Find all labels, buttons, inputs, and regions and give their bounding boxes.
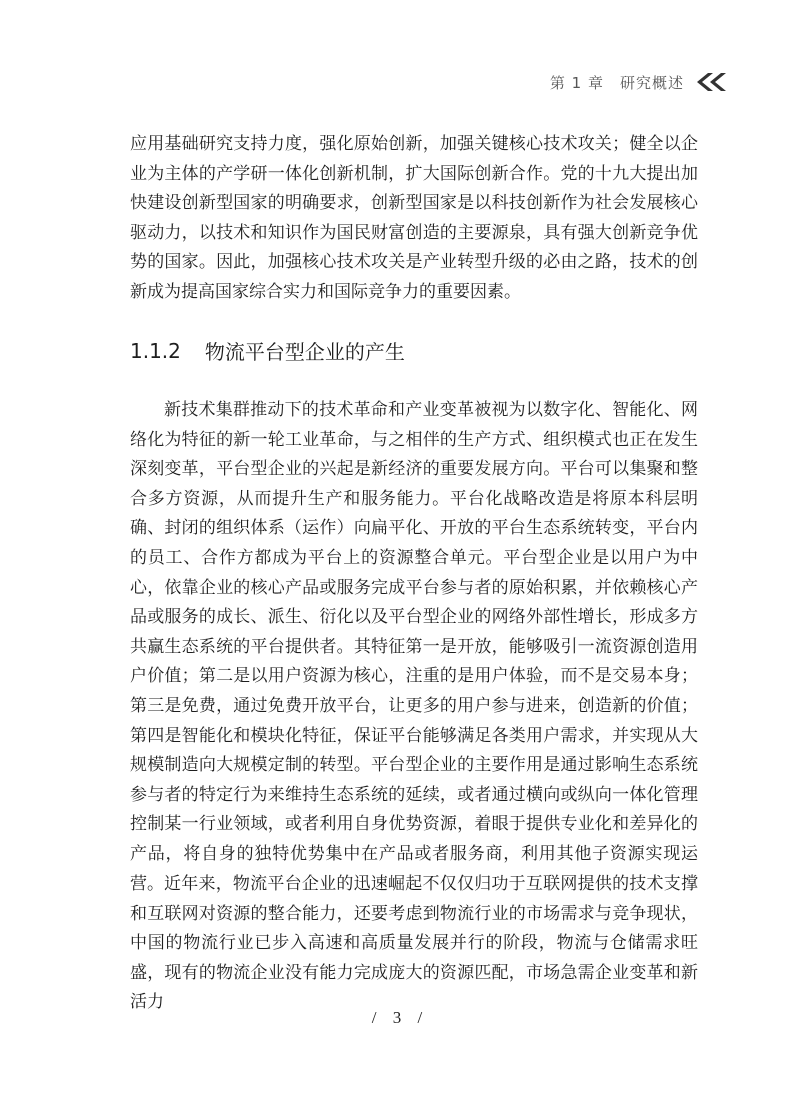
double-chevron-left-icon bbox=[694, 71, 728, 93]
body-paragraph: 应用基础研究支持力度，强化原始创新，加强关键核心技术攻关；健全以企业为主体的产学研一体化创新机制，扩大国际创新合作。党的十九大提出加快建设创新型国家的明确要求，创新型国家是以科技创新作为社会发展核心驱动力，以技术和知识作为国民财富创造的主要源泉，具有强大创新竞争优势的国家。因此，加强核心技术攻关是产业转型升级的必由之路，技术的创新成为提高国家综合实力和国际竞争力的重要因素。 bbox=[130, 134, 698, 302]
body-paragraph: 新技术集群推动下的技术革命和产业变革被视为以数字化、智能化、网络化为特征的新一轮工业革命，与之相伴的生产方式、组织模式也正在发生深刻变革，平台型企业的兴起是新经济的重要发展方向。平台可以集聚和整合多方资源，从而提升生产和服务能力。平台化战略改造是将原本科层明确、封闭的组织体系（运作）向扁平化、开放的平台生态系统转变，平台内的员工、合作方都成为平台上的资源整合单元。平台型企业是以用户为中心，依靠企业的核心产品或服务完成平台参与者的原始积累，并依赖核心产品或服务的成长、派生、衍化以及平台型企业的网络外部性增长，形成多方共赢生态系统的平台提供者。其特征第一是开放，能够吸引一流资源创造用户价值；第二是以用户资源为核心，注重的是用户体验，而不是交易本身；第三是免费，通过免费开放平台，让更多的用户参与进来，创造新的价值；第四是智能化和模块化特征，保证平台能够满足各类用户需求，并实现从大规模制造向大规模定制的转型。平台型企业的主要作用是通过影响生态系统参与者的特定行为来维持生态系统的延续，或者通过横向或纵向一体化管理控制某一行业领域，或者利用自身优势资源，着眼于提供专业化和差异化的产品，将自身的独特优势集中在产品或者服务商，利用其他子资源实现运营。 bbox=[130, 400, 698, 894]
section-title: 物流平台型企业的产生 bbox=[204, 340, 405, 364]
section-heading bbox=[130, 336, 405, 365]
page-number: / 3 / bbox=[371, 1008, 429, 1027]
running-header bbox=[550, 68, 728, 96]
chapter-title: 第 1 章 研究概述 bbox=[549, 73, 684, 92]
section-number: 1.1.2 bbox=[130, 338, 181, 363]
body-paragraph: 近年来，物流平台企业的迅速崛起不仅仅归功于互联网提供的技术支撑和互联网对资源的整合能力，还要考虑到物流行业的市场需求与竞争现状，中国的物流行业已步入高速和高质量发展并行的阶段，物流与仓储需求旺盛，现有的物流企业没有能力完成庞大的资源匹配，市场急需企业变革和新活力 bbox=[130, 874, 698, 1013]
